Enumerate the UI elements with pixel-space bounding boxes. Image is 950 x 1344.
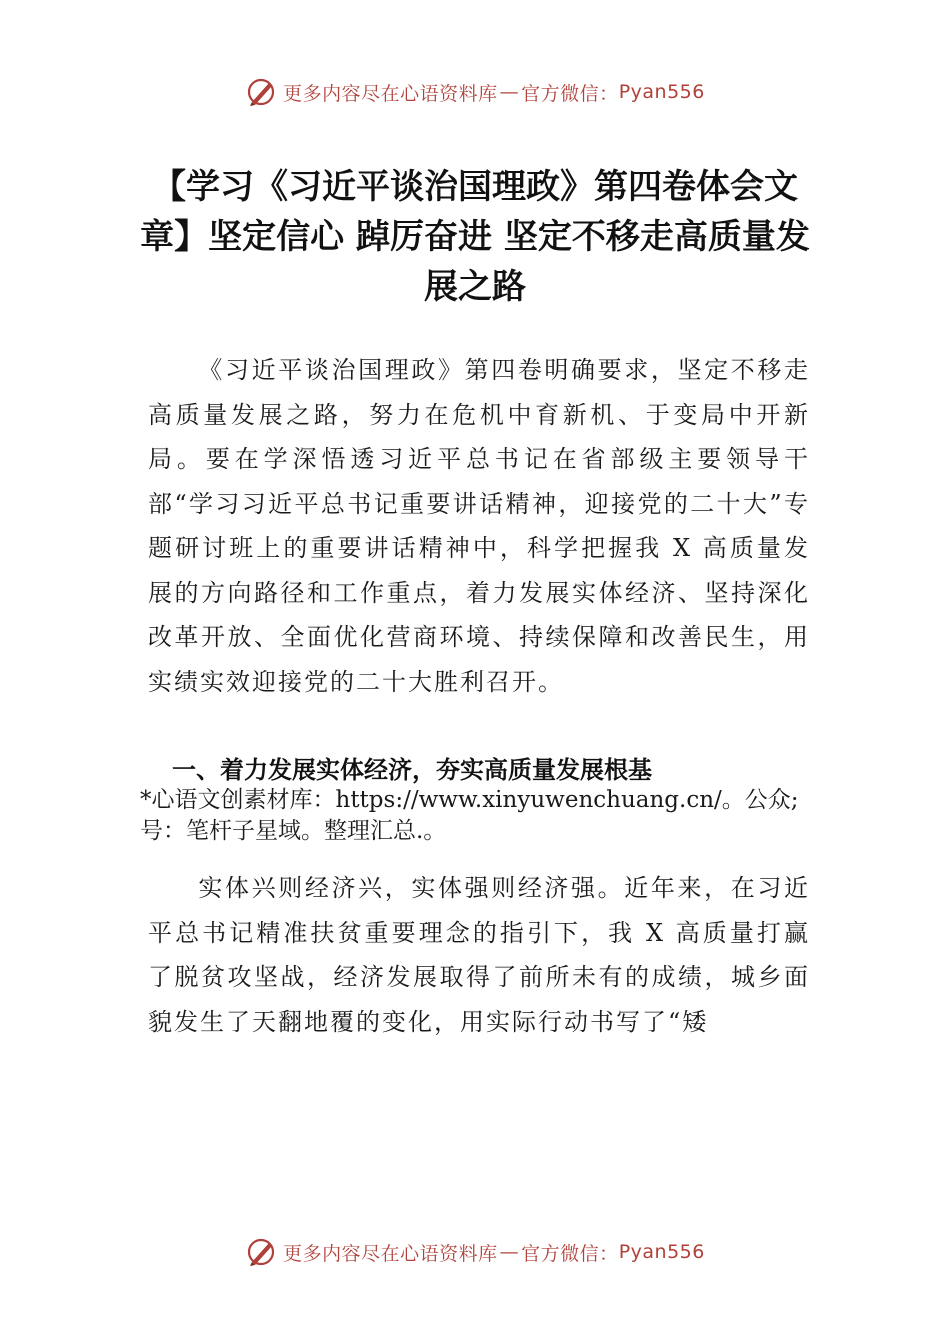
- watermark-wechat-label: 官方微信：: [521, 1242, 619, 1265]
- header-watermark: [0, 72, 950, 112]
- document-title: 【学习《习近平谈治国理政》第四卷体会文章】坚定信心 踔厉奋进 坚定不移走高质量发展之路: [140, 167, 810, 307]
- watermark-text: 更多内容尽在心语资料库: [283, 1242, 498, 1265]
- paragraph-section-1: 实体兴则经济兴，实体强则经济强。近年来，在习近平总书记精准扶贫重要理念的指引下，我 X 高质量打赢了脱贫攻坚战，经济发展取得了前所未有的成绩，城乡面貌发生了天翻地覆的变化，用实际行动书写了“矮: [148, 874, 810, 1036]
- watermark-separator: —: [499, 81, 520, 103]
- inserted-source-note: *心语文创素材库：https://www.xinyuwenchuang.cn/。公众;号：笔杆子星域。整理汇总.。: [140, 787, 799, 844]
- watermark-wechat-label: 官方微信：: [521, 82, 619, 105]
- watermark-text: 更多内容尽在心语资料库: [283, 82, 498, 105]
- pen-logo-icon: [245, 1236, 277, 1268]
- pen-logo-icon: [245, 76, 277, 108]
- paragraph-intro: 《习近平谈治国理政》第四卷明确要求，坚定不移走高质量发展之路，努力在危机中育新机、于变局中开新局。要在学深悟透习近平总书记在省部级主要领导干部“学习习近平总书记重要讲话精神，迎接党的二十大”专题研讨班上的重要讲话精神中，科学把握我 X 高质量发展的方向路径和工作重点，着力发展实体经济、坚持深化改革开放、全面优化营商环境、持续保障和改善民生，用实绩实效迎接党的二十大胜利召开。: [148, 356, 810, 696]
- footer-watermark: [0, 1232, 950, 1272]
- watermark-wechat-id: Pyan556: [618, 81, 705, 103]
- watermark-wechat-id: Pyan556: [618, 1241, 705, 1263]
- section-heading-1: 一、着力发展实体经济，夯实高质量发展根基: [172, 756, 652, 784]
- watermark-separator: —: [499, 1241, 520, 1263]
